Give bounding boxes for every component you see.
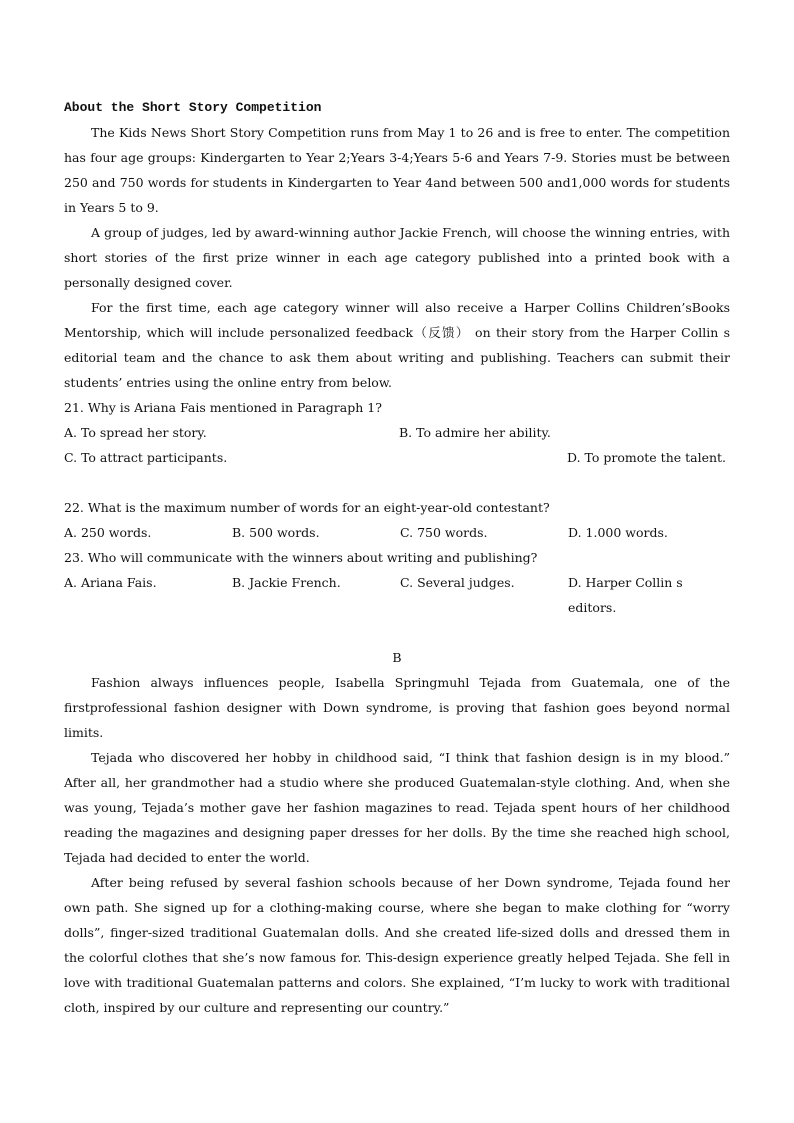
option-d: D. To promote the talent. (567, 450, 727, 465)
paragraph-competition-dates: The Kids News Short Story Competition runs from May 1 to 26 and is free to enter. The competition has four age groups: Kindergarten to Year 2;Years 3-4;Years 5-6 and Years 7-9. Stories must be between 250 and 750 words for students in Kindergarten to Year 4and between 500 and1,000 words for students in Years 5 to 9. (64, 125, 730, 215)
option-c: C. Several judges. (400, 575, 515, 590)
question-22 (64, 495, 730, 545)
paragraph-judges: A group of judges, led by award-winning author Jackie French, will choose the winning entries, with short stories of the first prize winner in each age category published into a printed book with a personally designed cover. (64, 225, 730, 290)
option-b: B. To admire her ability. (399, 425, 551, 440)
option-b: B. 500 words. (232, 525, 320, 540)
option-a: A. 250 words. (64, 525, 152, 540)
question-options-row2 (64, 445, 730, 470)
question-23 (64, 545, 730, 620)
option-c: C. 750 words. (400, 525, 488, 540)
document-page (64, 95, 730, 1020)
question-options (64, 520, 730, 545)
paragraph-mentorship: For the first time, each age category winner will also receive a Harper Collins Children’sBooks Mentorship, which will include personalized feedback（反馈） on their story from the Harper Collin s editorial team and the chance to ask them about writing and publishing. Teachers can submit their students’ entries using the online entry from below. (64, 300, 730, 390)
question-stem: 22. What is the maximum number of words for an eight-year-old contestant? (64, 500, 550, 515)
option-d: D. 1.000 words. (568, 525, 668, 540)
paragraph-own-path: After being refused by several fashion schools because of her Down syndrome, Tejada found her own path. She signed up for a clothing-making course, where she began to make clothing for “worry dolls”, finger-sized traditional Guatemalan dolls. And she created life-sized dolls and dressed them in the colorful clothes that she’s now famous for. This-design experience greatly helped Tejada. She fell in love with traditional Guatemalan patterns and colors. She explained, “I’m lucky to work with traditional cloth, inspired by our culture and representing our country.” (64, 875, 730, 1015)
question-options (64, 570, 730, 620)
option-d-wrap-spacer (64, 470, 730, 495)
option-a: A. To spread her story. (64, 425, 207, 440)
question-stem: 23. Who will communicate with the winners about writing and publishing? (64, 550, 538, 565)
option-b: B. Jackie French. (232, 575, 341, 590)
question-stem: 21. Why is Ariana Fais mentioned in Paragraph 1? (64, 400, 382, 415)
section-label: B (392, 650, 402, 665)
question-21 (64, 395, 730, 495)
option-a: A. Ariana Fais. (64, 575, 157, 590)
option-c: C. To attract participants. (64, 450, 228, 465)
option-d: D. Harper Collin s editors. (568, 575, 683, 615)
question-options (64, 420, 730, 445)
paragraph-fashion-intro: Fashion always influences people, Isabella Springmuhl Tejada from Guatemala, one of the firstprofessional fashion designer with Down syndrome, is proving that fashion goes beyond normal limits. (64, 675, 730, 740)
section-heading: About the Short Story Competition (64, 100, 322, 115)
paragraph-childhood: Tejada who discovered her hobby in childhood said, “I think that fashion design is in my blood.” After all, her grandmother had a studio where she produced Guatemalan-style clothing. And, when she was young, Tejada’s mother gave her fashion magazines to read. Tejada spent hours of her childhood reading the magazines and designing paper dresses for her dolls. By the time she reached high school, Tejada had decided to enter the world. (64, 750, 730, 865)
